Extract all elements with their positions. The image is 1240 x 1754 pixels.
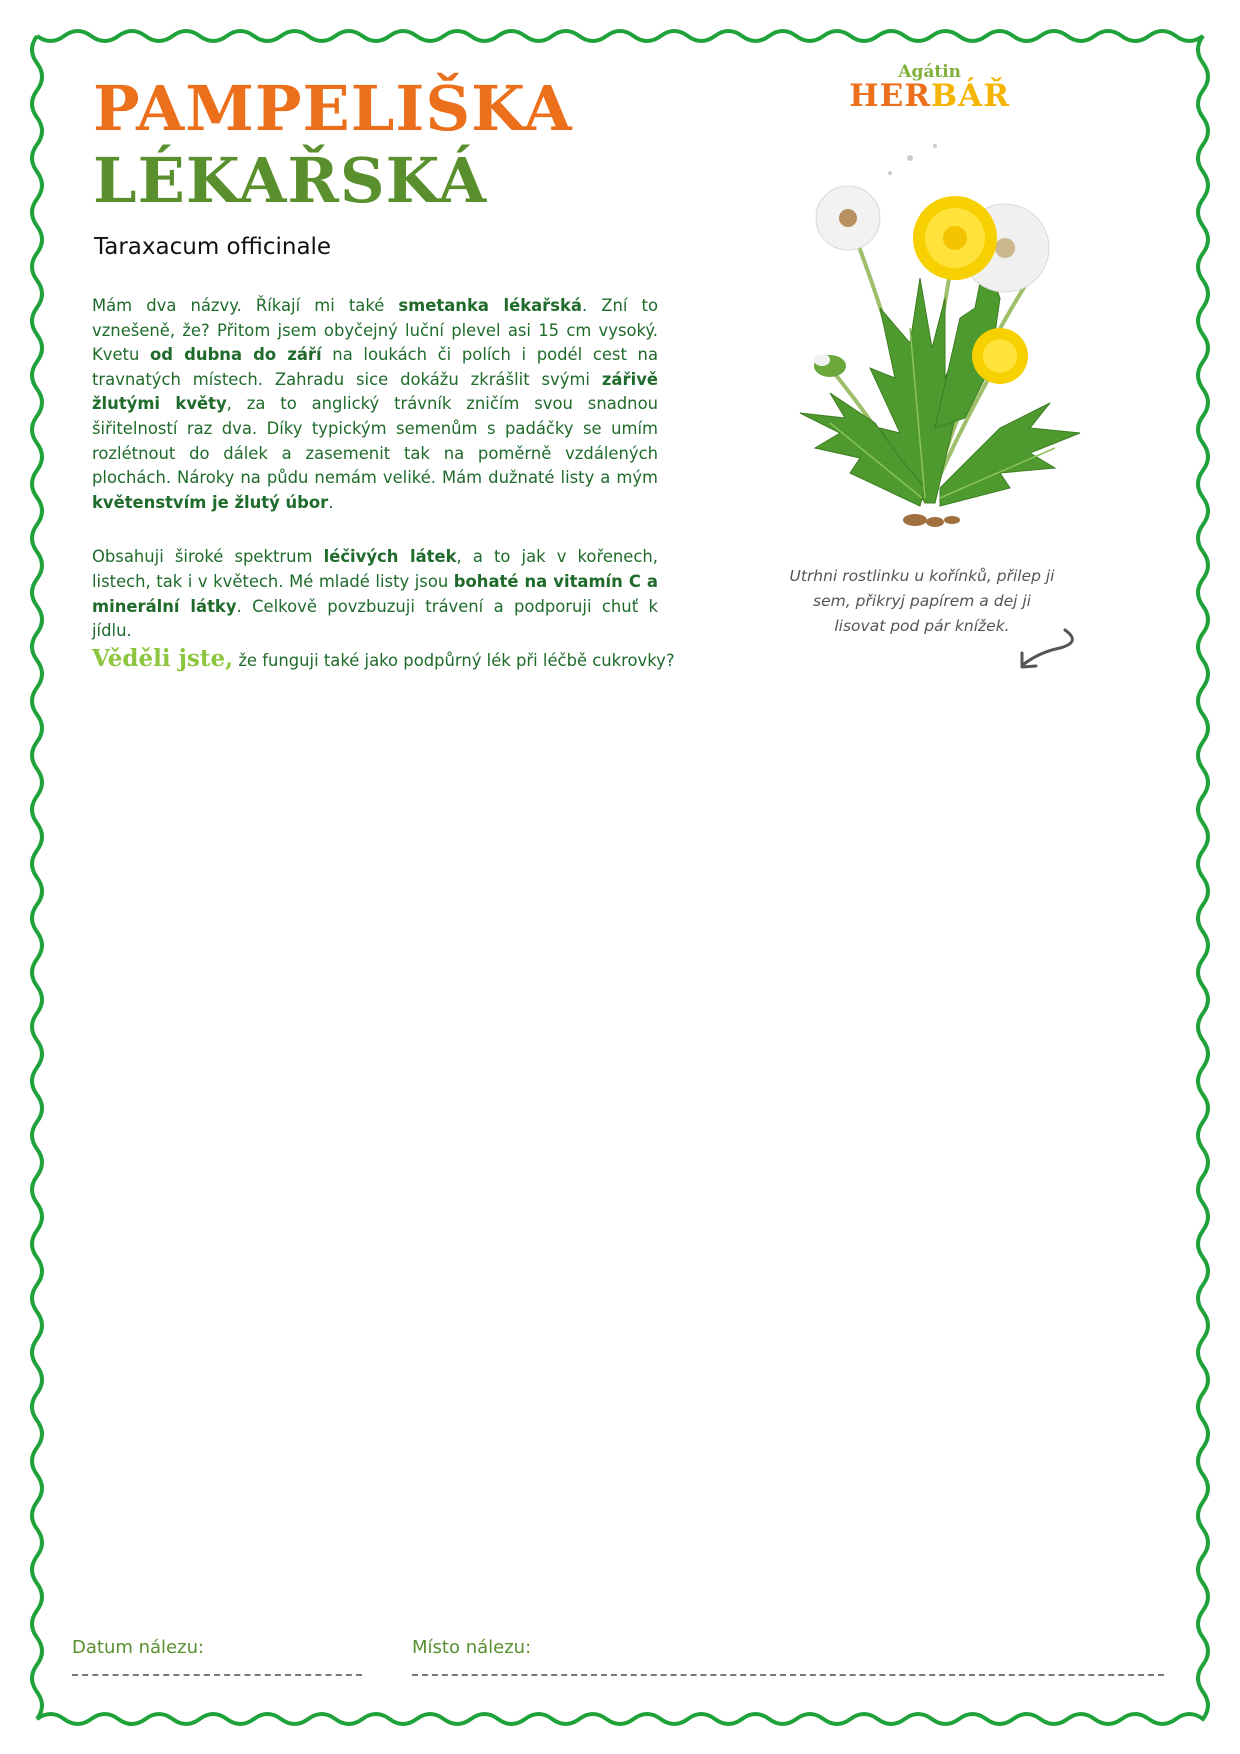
page-title-line-2: LÉKAŘSKÁ [93, 144, 488, 217]
latin-name: Taraxacum officinale [94, 234, 332, 260]
p2-text-2: , a to jak v kořenech, listech, tak i v květech. Mé mladé listy jsou [92, 547, 659, 591]
p1-bold-4: květenstvím je žlutý úbor [92, 492, 329, 512]
p2-bold-2: bohaté na vitamín C a minerální látky [92, 571, 658, 616]
p1-text-2: . Zní to vznešeně, že? Přitom jsem obyčejný luční plevel asi 15 cm vysoký. Kvetu [92, 296, 658, 365]
date-found-label: Datum nálezu: [72, 1637, 205, 1658]
hint-line-3: lisovat pod pár knížek. [834, 617, 1010, 635]
logo-part-1: HER [849, 78, 931, 114]
place-found-line[interactable] [412, 1674, 1164, 1676]
p1-text-3: na loukách či polích i podél cest na travnatých místech. Zahradu sice dokážu zkrášlit svými [92, 345, 658, 389]
p2-text-3: . Celkově povzbuzuji trávení a podporuji chuť k jídlu. [92, 596, 658, 641]
did-you-know-highlight: Věděli jste, [92, 645, 234, 672]
did-you-know [92, 645, 692, 672]
date-found-line[interactable] [72, 1674, 362, 1676]
description-text [92, 294, 658, 674]
hint-line-2: sem, přikryj papírem a dej ji [813, 592, 1031, 610]
brand-logo [849, 62, 1010, 114]
p1-bold-3: zářivě žlutými květy [92, 369, 658, 414]
p2-bold-1: léčivých látek [323, 547, 457, 567]
p1-bold-1: smetanka lékařská [398, 296, 582, 315]
curved-arrow-icon [1010, 620, 1080, 680]
hint-line-1: Utrhni rostlinku u kořínků, přilep ji [789, 567, 1055, 585]
did-you-know-text: že funguji také jako podpůrný lék při léčbě cukrovky? [233, 651, 675, 670]
page-title-line-1: PAMPELIŠKA [93, 72, 573, 145]
p1-text-1: Mám dva názvy. Říkají mi také [92, 296, 399, 315]
logo-big-text [849, 78, 1010, 114]
logo-small-text: Agátin [898, 62, 962, 82]
p2-text-1: Obsahuji široké spektrum [92, 547, 324, 567]
dandelion-illustration [760, 128, 1110, 538]
place-found-label: Místo nálezu: [412, 1637, 532, 1658]
p1-bold-2: od dubna do září [150, 345, 322, 365]
paragraph-2 [92, 545, 658, 643]
p1-text-5: . [328, 492, 334, 512]
p1-text-4: , za to anglický trávník zničím svou snadnou šiřitelností raz dva. Díky typickým semenům s padáčky se umím rozlétnout do dálek a zasemenit tak na poměrně vzdálených plochách. Nároky na půdu nemám veliké. Mám dužnaté listy a mým [92, 394, 658, 488]
logo-part-2: BÁŘ [930, 78, 1010, 114]
paragraph-1 [92, 294, 658, 515]
